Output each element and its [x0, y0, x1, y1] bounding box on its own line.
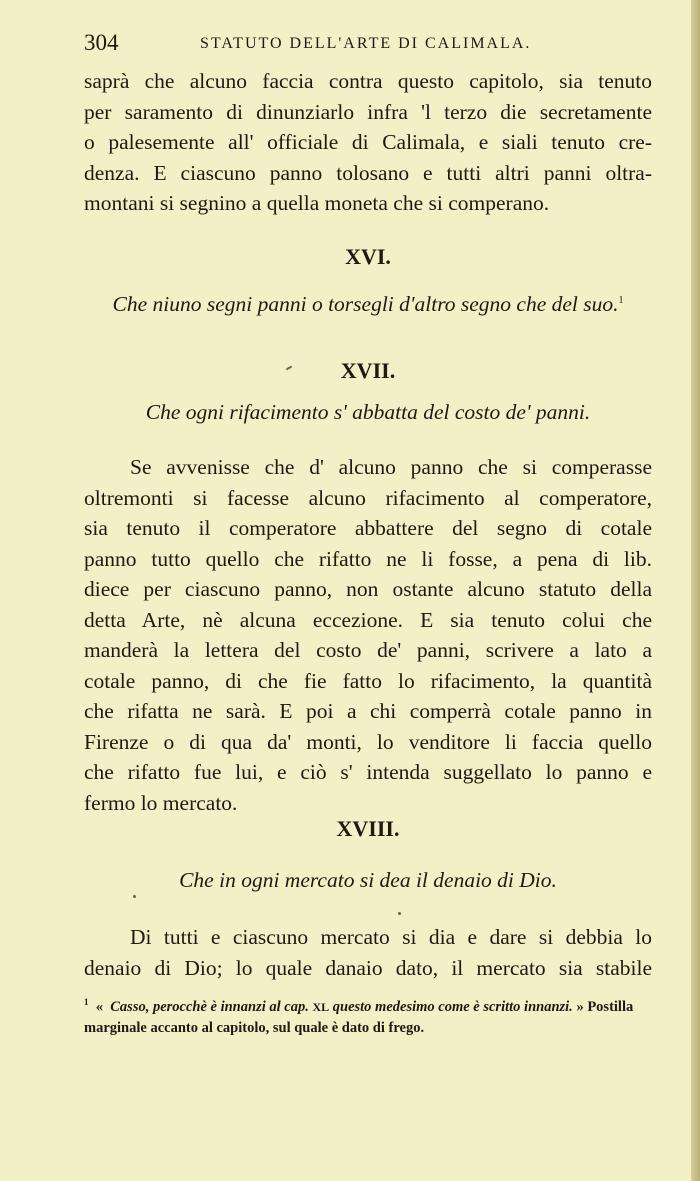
text-line: montani si segnino a quella moneta che si comperano. — [84, 191, 550, 215]
text-line: fermo lo mercato. — [84, 790, 238, 815]
chapter-rubric-xvi — [84, 292, 652, 317]
text-line: per saramento di dinunziarlo infra 'l terzo die secretamente — [84, 99, 652, 124]
footnote-cap-number: XL — [312, 999, 330, 1014]
text-line: Di tutti e ciascuno mercato si dia e dare si debbia lo — [130, 925, 652, 949]
footnote — [84, 992, 652, 1039]
text-line: Firenze o di qua da' monti, lo venditore li faccia quello — [84, 729, 652, 754]
footnote-reference: 1 — [618, 294, 624, 306]
text-line: che rifatto fue lui, e ciò s' intenda suggellato lo panno e — [84, 760, 652, 784]
text-line: diece per ciascuno panno, non ostante alcuno statuto della — [84, 577, 652, 601]
chapter-text-xvii — [84, 452, 652, 818]
ink-speck — [398, 912, 401, 915]
footnote-italic-text-2: questo medesimo come è scritto innanzi. — [332, 998, 573, 1015]
text-line: denaio di Dio; lo quale danaio dato, il mercato sia stabile — [84, 955, 652, 980]
footnote-open-quote: « — [95, 998, 103, 1015]
text-line: detta Arte, nè alcuna eccezione. E sia tenuto colui che — [84, 607, 652, 632]
text-line: denza. E ciascuno panno tolosano e tutti altri panni oltra- — [84, 160, 652, 185]
page-edge — [691, 0, 700, 1181]
chapter-rubric-xviii: Che in ogni mercato si dea il denaio di Dio. — [179, 868, 557, 892]
footnote-marker: 1 — [84, 997, 89, 1007]
chapter-numeral-xvi: XVI. — [345, 244, 391, 269]
running-title: STATUTO DELL'ARTE DI CALIMALA. — [200, 35, 532, 52]
chapter-rubric-xvii: Che ogni rifacimento s' abbatta del costo de' panni. — [145, 400, 591, 424]
footnote-close-quote: » — [576, 998, 584, 1015]
ink-speck — [133, 895, 136, 898]
footnote-italic-text: Casso, perocchè è innanzi al cap. — [110, 998, 309, 1015]
text-line: che rifatta ne sarà. E poi a chi comperrà cotale panno in — [84, 699, 652, 723]
intro-paragraph — [84, 66, 652, 219]
text-line: sia tenuto il comperatore abbattere del segno di cotale — [84, 516, 652, 540]
text-line: oltremonti si facesse alcuno rifacimento al comperatore, — [84, 485, 652, 510]
page-number: 304 — [84, 30, 119, 55]
running-head — [84, 30, 650, 60]
text-line: Se avvenisse che d' alcuno panno che si comperasse — [130, 455, 652, 479]
chapter-numeral-xvii: XVII. — [340, 358, 396, 383]
text-line: panno tutto quello che rifatto ne li fosse, a pena di lib. — [84, 546, 652, 571]
text-line: manderà la lettera del costo de' panni, scrivere a lato a — [84, 638, 652, 662]
text-line: o palesemente all' officiale di Calimala, e siali tenuto cre- — [84, 130, 652, 154]
text-line: saprà che alcuno faccia contra questo capitolo, sia tenuto — [84, 69, 652, 93]
rubric-text: Che niuno segni panni o torsegli d'altro segno che del suo. — [112, 292, 619, 316]
chapter-numeral-xviii: XVIII. — [336, 816, 400, 841]
chapter-text-xviii — [84, 922, 652, 983]
footnote-note: Postilla marginale accanto al capitolo, sul quale è dato di frego. — [84, 998, 634, 1036]
text-line: cotale panno, di che fie fatto lo rifacimento, la quantità — [84, 668, 652, 693]
